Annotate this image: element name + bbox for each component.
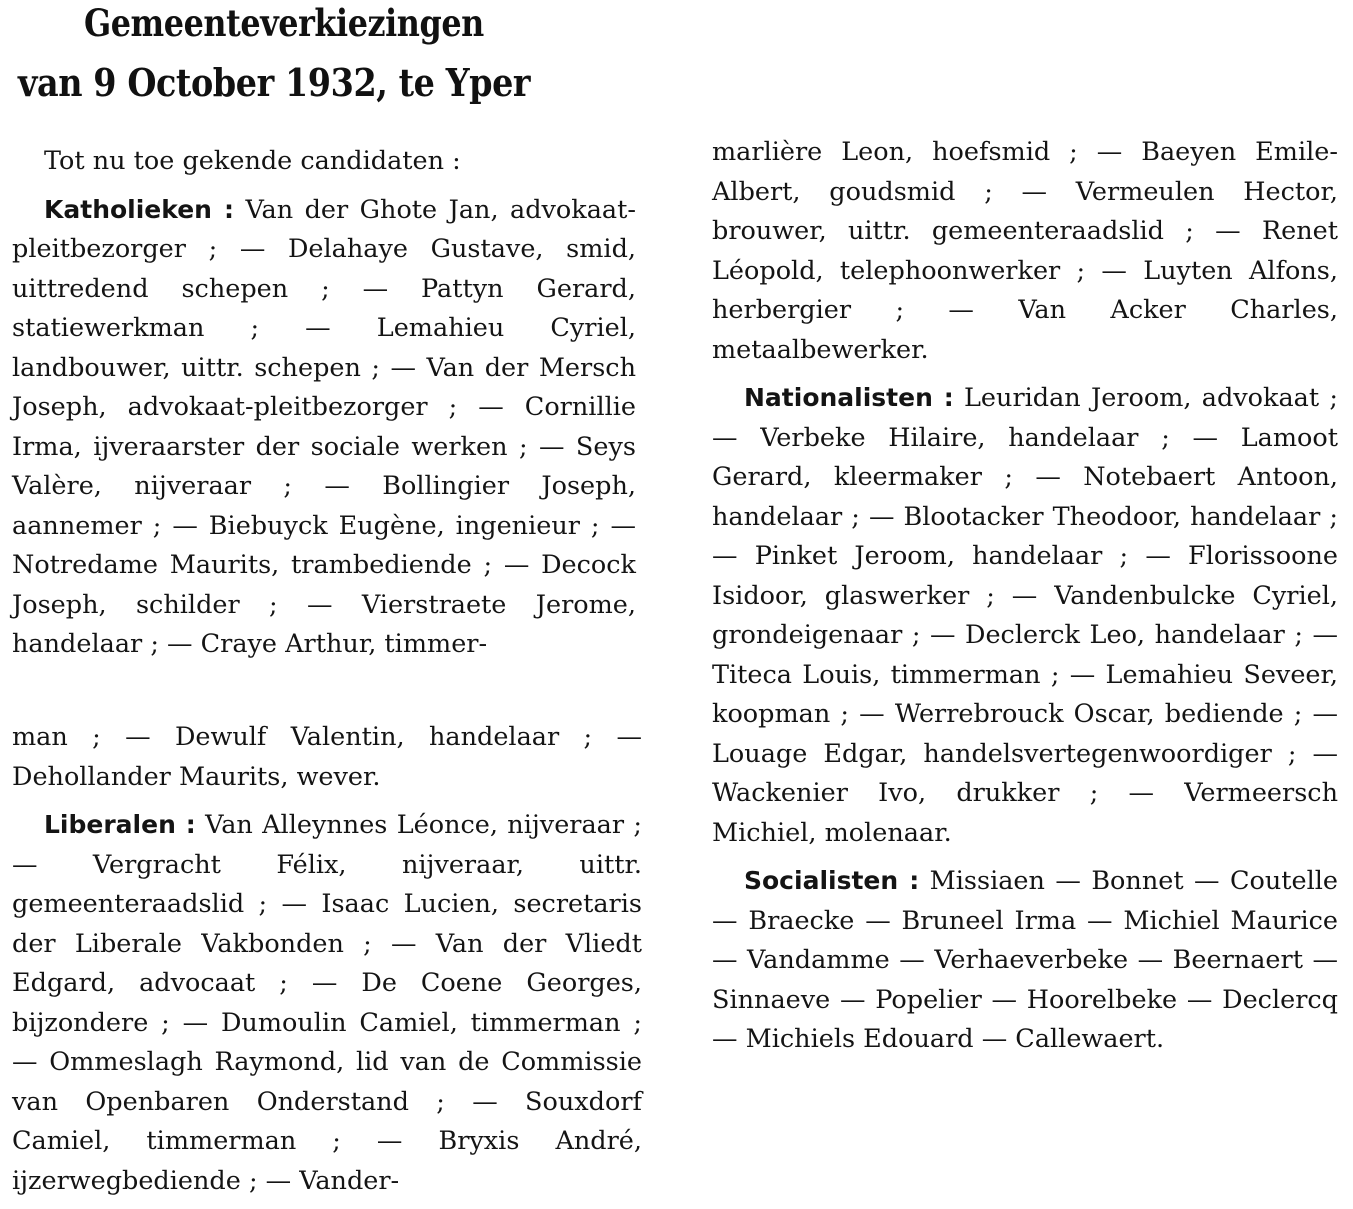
column-right	[712, 133, 1338, 1068]
liberalen-continuation: marlière Leon, hoefsmid ; — Baeyen Emile-Albert, goudsmid ; — Vermeulen Hector, brouwer, uittr. gemeenteraadslid ; — Renet Léopold, telephoonwerker ; — Luyten Alfons, herbergier ; — Van Acker Charles, metaalbewerker.	[712, 137, 1338, 365]
headline-line-1: Gemeenteverkiezingen	[84, 1, 484, 45]
intro-text: Tot nu toe gekende candidaten :	[44, 146, 461, 176]
nationalisten-candidates: Leuridan Jeroom, advokaat ; — Verbeke Hilaire, handelaar ; — Lamoot Gerard, kleermaker ; — Notebaert Antoon, handelaar ; — Blootacker Theodoor, handelaar ; — Pinket Jeroom, handelaar ; — Florissoone Isidoor, glaswerker ; — Vandenbulcke Cyriel, grondeigenaar ; — Declerck Leo, handelaar ; — Titeca Louis, timmerman ; — Lemahieu Seveer, koopman ; — Werrebrouck Oscar, bediende ; — Louage Edgar, handelsvertegenwoordiger ; — Wackenier Ivo, drukker ; — Vermeersch Michiel, molenaar.	[712, 383, 1338, 848]
headline-line-2: van 9 October 1932, te Yper	[18, 60, 531, 105]
liberalen-paragraph	[12, 805, 642, 1201]
socialisten-candidates: Missiaen — Bonnet — Coutelle — Braecke — Bruneel Irma — Michiel Maurice — Vandamme — Verhaeverbeke — Beernaert — Sinnaeve — Popelier — Hoorelbeke — Declercq — Michiels Edouard — Callewaert.	[712, 866, 1338, 1054]
column-left-top	[12, 142, 636, 673]
party-label-katholieken: Katholieken :	[44, 194, 235, 224]
party-label-liberalen: Liberalen :	[44, 810, 196, 839]
liberalen-candidates: Van Alleynnes Léonce, nijveraar ; — Vergracht Félix, nijveraar, uittr. gemeenteraadslid ; — Isaac Lucien, secretaris der Liberale Vakbonden ; — Van der Vliedt Edgard, advocaat ; — De Coene Georges, bijzondere ; — Dumoulin Camiel, timmerman ; — Ommeslagh Raymond, lid van de Commissie van Openbaren Onderstand ; — Souxdorf Camiel, timmerman ; — Bryxis André, ijzerwegbediende ; — Vander-	[12, 810, 642, 1196]
katholieken-candidates: Van der Ghote Jan, advokaat-pleitbezorger ; — Delahaye Gustave, smid, uittredend schepen ; — Pattyn Gerard, statiewerkman ; — Lemahieu Cyriel, landbouwer, uittr. schepen ; — Van der Mersch Joseph, advokaat-pleitbezorger ; — Cornillie Irma, ijveraarster der sociale werken ; — Seys Valère, nijveraar ; — Bollingier Joseph, aannemer ; — Biebuyck Eugène, ingenieur ; — Notredame Maurits, trambediende ; — Decock Joseph, schilder ; — Vierstraete Jerome, handelaar ; — Craye Arthur, timmer-	[12, 194, 636, 659]
party-label-socialisten: Socialisten :	[744, 866, 920, 895]
katholieken-continuation: man ; — Dewulf Valentin, handelaar ; — Dehollander Maurits, wever.	[12, 722, 642, 792]
nationalisten-paragraph	[712, 378, 1338, 853]
column-left-bottom	[12, 718, 642, 1209]
katholieken-paragraph	[12, 190, 636, 665]
socialisten-paragraph	[712, 861, 1338, 1060]
party-label-nationalisten: Nationalisten :	[744, 383, 954, 412]
